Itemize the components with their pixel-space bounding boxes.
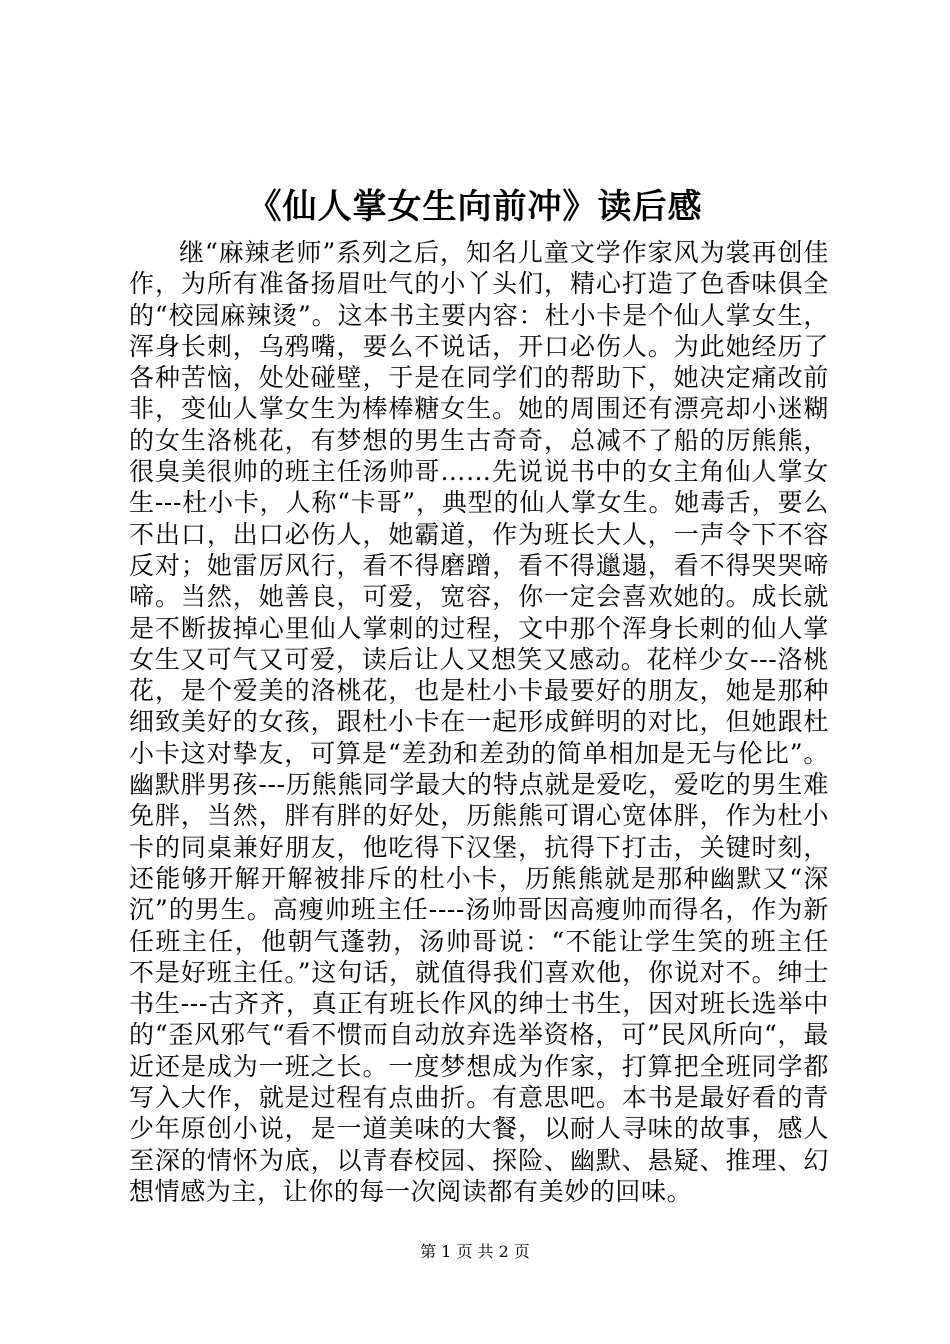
- document-title: 《仙人掌女生向前冲》读后感: [247, 187, 703, 227]
- page-footer: 第 1 页 共 2 页: [420, 1242, 530, 1261]
- document-body: 继“麻辣老师”系列之后，知名儿童文学作家风为裳再创佳作，为所有准备扬眉吐气的小丫头们，精心打造了色香味俱全的“校园麻辣烫”。这本书主要内容：杜小卡是个仙人掌女生，浑身长刺，乌鸦嘴，要么不说话，开口必伤人。为此她经历了各种苦恼，处处碰壁，于是在同学们的帮助下，她决定痛改前非，变仙人掌女生为棒棒糖女生。她的周围还有漂亮却小迷糊的女生洛桃花，有梦想的男生古奇奇，总减不了船的厉熊熊，很臭美很帅的班主任汤帅哥……先说说书中的女主角仙人掌女生---杜小卡，人称“卡哥”，典型的仙人掌女生。她毒舌，要么不出口，出口必伤人，她霸道，作为班长大人，一声令下不容反对；她雷厉风行，看不得磨蹭，看不得邋遢，看不得哭哭啼啼。当然，她善良，可爱，宽容，你一定会喜欢她的。成长就是不断拔掉心里仙人掌刺的过程，文中那个浑身长刺的仙人掌女生又可气又可爱，读后让人又想笑又感动。花样少女---洛桃花，是个爱美的洛桃花，也是杜小卡最要好的朋友，她是那种细致美好的女孩，跟杜小卡在一起形成鲜明的对比，但她跟杜小卡这对挚友，可算是“差劲和差劲的简单相加是无与伦比”。幽默胖男孩---历熊熊同学最大的特点就是爱吃，爱吃的男生难免胖，当然，胖有胖的好处，历熊熊可谓心宽体胖，作为杜小卡的同桌兼好朋友，他吃得下汉堡，抗得下打击，关键时刻，还能够开解开解被排斥的杜小卡，历熊熊就是那种幽默又“深沉”的男生。高瘦帅班主任----汤帅哥因高瘦帅而得名，作为新任班主任，他朝气蓬勃，汤帅哥说：“不能让学生笑的班主任不是好班主任。”这句话，就值得我们喜欢他，你说对不。绅士书生---古齐齐，真正有班长作风的绅士书生，因对班长选举中的“歪风邪气“看不惯而自动放弃选举资格，可”民风所向“，最近还是成为一班之长。一度梦想成为作家，打算把全班同学都写入大作，就是过程有点曲折。有意思吧。本书是最好看的青少年原创小说，是一道美味的大餐，以耐人寻味的故事，感人至深的情怀为底，以青春校园、探险、幽默、悬疑、推理、幻想情感为主，让你的每一次阅读都有美妙的回味。: [129, 238, 829, 1206]
